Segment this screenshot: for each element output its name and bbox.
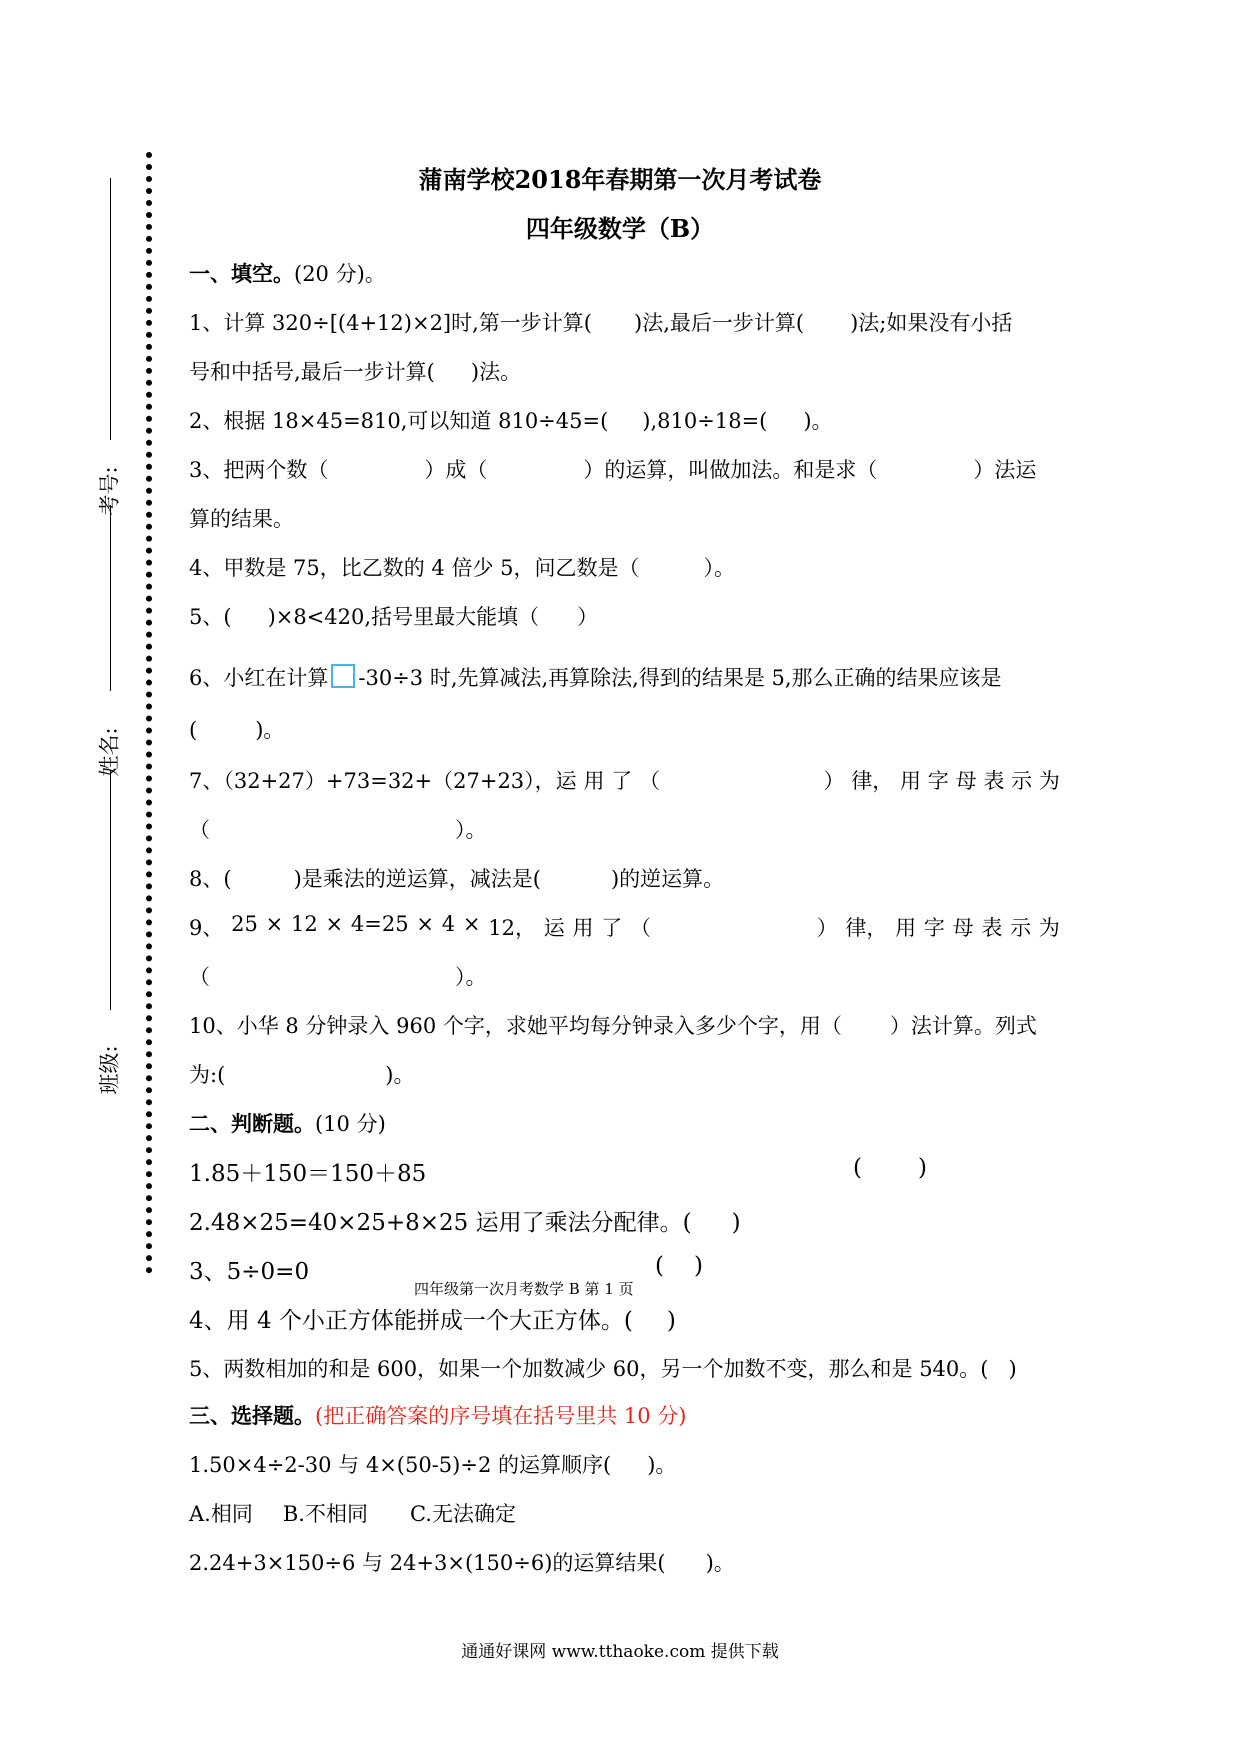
exam-title: 蒲南学校2018年春期第一次月考试卷: [418, 165, 822, 194]
choice-q2-text-a: 2.24+3×150÷6 与 24+3×(150÷6)的运算结果(: [189, 1551, 666, 1575]
q1-line2-text-a: 号和中括号,最后一步计算(: [189, 360, 435, 384]
judge-q3-answer-paren[interactable]: [655, 1253, 703, 1279]
question-8: [189, 863, 724, 893]
q9-part: 12，: [488, 916, 536, 940]
q3-text-a: 3、把两个数（: [189, 458, 329, 482]
footer-credit: 通通好课网 www.tthaoke.com 提供下载: [461, 1642, 779, 1662]
q7-line2-text-a: （: [189, 818, 210, 842]
q9-part: ×: [325, 912, 344, 936]
section1-title: 一、填空。: [189, 261, 294, 286]
question-7-line1: [189, 765, 1060, 795]
q9-part: ×: [462, 912, 481, 936]
option-c[interactable]: C.无法确定: [409, 1502, 516, 1526]
q9-part: 25: [231, 912, 258, 936]
choice-question-2: [189, 1547, 735, 1577]
q6-text-b: -30÷3 时,先算减法,再算除法,得到的结果是 5,那么正确的结果应该是: [358, 666, 1002, 690]
section3-note: (把正确答案的序号填在括号里共 10 分): [315, 1404, 687, 1428]
q3-text-d: ）法运: [973, 458, 1037, 482]
q9-part: 了: [601, 916, 623, 940]
judge-q3-text: 3、5÷0=0: [189, 1259, 310, 1285]
q9-part: 12: [291, 912, 318, 936]
judge-question-5: [189, 1353, 1017, 1383]
q8-text-b: )是乘法的逆运算，减法是(: [293, 867, 541, 891]
judge-q1-text: 1.85＋150＝150＋85: [189, 1161, 427, 1187]
q7-part: 用: [900, 769, 922, 793]
question-2: [189, 405, 833, 435]
q9-part: 母: [952, 916, 974, 940]
judge-q5-paren-close: ): [1008, 1357, 1017, 1381]
question-1-line2: [189, 356, 521, 386]
q5-text-a: 5、(: [189, 605, 232, 629]
q9-part: （: [630, 916, 652, 940]
q1-line2-text-b: )法。: [470, 360, 522, 384]
section1-heading: [189, 258, 386, 288]
section2-title: 二、判断题。: [189, 1111, 315, 1136]
q7-part: 母: [955, 769, 977, 793]
q6-text-a: 6、小红在计算: [189, 666, 329, 690]
q10-line2-text-b: )。: [385, 1063, 415, 1087]
question-6-line2: [189, 714, 284, 744]
choice-q1-text-a: 1.50×4÷2-30 与 4×(50-5)÷2 的运算顺序(: [189, 1453, 612, 1477]
judge-q3-paren-open: (: [655, 1253, 664, 1279]
class-label: 班级:: [97, 1045, 122, 1095]
q1-text-c: )法;如果没有小括: [850, 311, 1013, 335]
question-10-line2: [189, 1059, 414, 1089]
q7-part: 了: [611, 769, 633, 793]
q9-part: 9、: [189, 916, 224, 940]
judge-q3-paren-close: ): [693, 1253, 703, 1279]
q9-line2-text-b: ）。: [455, 965, 487, 989]
judge-q2-paren-close: ): [731, 1210, 741, 1236]
question-9-line1: [189, 912, 1060, 942]
q10-text-a: 10、小华 8 分钟录入 960 个字，求她平均每分钟录入多少个字，用（: [189, 1014, 842, 1038]
q5-text-c: ）: [577, 605, 599, 629]
q9-part: 用: [572, 916, 594, 940]
q4-text-b: ）。: [703, 556, 736, 580]
section2-heading: [189, 1108, 386, 1138]
q8-text-a: 8、(: [189, 867, 232, 891]
q2-text-b: ),810÷18=(: [642, 409, 768, 433]
judge-question-3: [189, 1253, 309, 1286]
q9-part: 用: [895, 916, 917, 940]
q9-part: ×: [265, 912, 284, 936]
q7-blank-1[interactable]: [667, 765, 817, 795]
q6-line2-text-b: )。: [255, 718, 285, 742]
judge-q5-text: 5、两数相加的和是 600，如果一个加数减少 60，另一个加数不变，那么和是 540。(: [189, 1357, 989, 1381]
option-b[interactable]: B.不相同: [282, 1502, 368, 1526]
question-10-line1: [189, 1010, 1037, 1040]
q10-text-b: ）法计算。列式: [889, 1014, 1037, 1038]
page-number: 四年级第一次月考数学 B 第 1 页: [414, 1280, 634, 1298]
judge-q1-paren-close: ): [917, 1155, 927, 1181]
binding-dotted-line: [146, 152, 152, 1274]
q7-part: 律，: [851, 769, 894, 793]
q3-text-c: ）的运算，叫做加法。和是求（: [583, 458, 878, 482]
choice-q1-text-b: )。: [647, 1453, 677, 1477]
question-1-line1: [189, 307, 1012, 337]
class-rule: [110, 770, 111, 1010]
q9-part: 律，: [845, 916, 888, 940]
q2-text-c: )。: [803, 409, 833, 433]
judge-question-1: [189, 1155, 426, 1188]
exam-no-label: 考号:: [97, 466, 122, 516]
choice-q2-text-b: )。: [705, 1551, 735, 1575]
question-3-line2: 算的结果。: [189, 507, 294, 531]
exam-subtitle: 四年级数学（B）: [525, 214, 715, 243]
q9-part: 示: [1010, 916, 1032, 940]
q4-text-a: 4、甲数是 75，比乙数的 4 倍少 5，问乙数是（: [189, 556, 640, 580]
judge-question-4: [189, 1302, 676, 1335]
q7-part: 用: [583, 769, 605, 793]
empty-square-box[interactable]: [331, 664, 355, 688]
question-6-line1: [189, 662, 1002, 692]
q9-part: ）: [816, 916, 838, 940]
judge-q4-paren-close: ): [666, 1308, 676, 1334]
q7-part: 字: [927, 769, 949, 793]
judge-q1-answer-paren[interactable]: [853, 1155, 927, 1181]
q5-text-b: )×8<420,括号里最大能填（: [267, 605, 540, 629]
q9-line2-text-a: （: [189, 965, 210, 989]
q9-part: 表: [981, 916, 1003, 940]
q1-text-a: 1、计算 320÷[(4+12)×2]时,第一步计算(: [189, 311, 592, 335]
q9-part: 4=25: [350, 912, 409, 936]
q9-part: 运: [543, 916, 565, 940]
judge-q4-text: 4、用 4 个小正方体能拼成一个大正方体。(: [189, 1308, 633, 1334]
name-rule: [110, 505, 111, 691]
q7-part: ）: [823, 769, 845, 793]
q7-part: 表: [983, 769, 1005, 793]
choice-question-1: [189, 1449, 676, 1479]
question-5: [189, 601, 598, 631]
q10-line2-text-a: 为:(: [189, 1063, 226, 1087]
q7-line2-text-b: ）。: [455, 818, 487, 842]
q3-text-b: ）成（: [424, 458, 488, 482]
judge-q2-text: 2.48×25=40×25+8×25 运用了乘法分配律。(: [189, 1210, 692, 1236]
q9-part: 字: [923, 916, 945, 940]
q1-text-b: )法,最后一步计算(: [634, 311, 805, 335]
q9-part: ×: [416, 912, 434, 936]
q7-part: 示: [1011, 769, 1033, 793]
question-9-line2: [189, 961, 487, 991]
choice-q1-options: [189, 1498, 516, 1528]
section3-heading: [189, 1400, 686, 1430]
name-label: 姓名:: [97, 727, 122, 777]
q2-text-a: 2、根据 18×45=810,可以知道 810÷45=(: [189, 409, 609, 433]
question-7-line2: [189, 814, 487, 844]
judge-question-2: [189, 1204, 741, 1237]
section3-title: 三、选择题。: [189, 1403, 315, 1428]
section1-score: (20 分)。: [294, 262, 386, 286]
question-3-line1: [189, 454, 1036, 484]
q9-blank-1[interactable]: [659, 912, 809, 942]
q7-part: 为: [1038, 769, 1060, 793]
question-4: [189, 552, 735, 582]
q6-line2-text-a: (: [189, 718, 198, 742]
section2-score: (10 分): [315, 1112, 386, 1136]
judge-q1-paren-open: (: [853, 1155, 862, 1181]
q9-part: 4: [441, 912, 456, 936]
q7-part: 7、（32+27）+73=32+（27+23），运: [189, 769, 577, 793]
q7-part: （: [638, 769, 660, 793]
q9-part: 为: [1038, 916, 1060, 940]
option-a[interactable]: A.相同: [189, 1502, 253, 1526]
q8-text-c: )的逆运算。: [610, 867, 725, 891]
